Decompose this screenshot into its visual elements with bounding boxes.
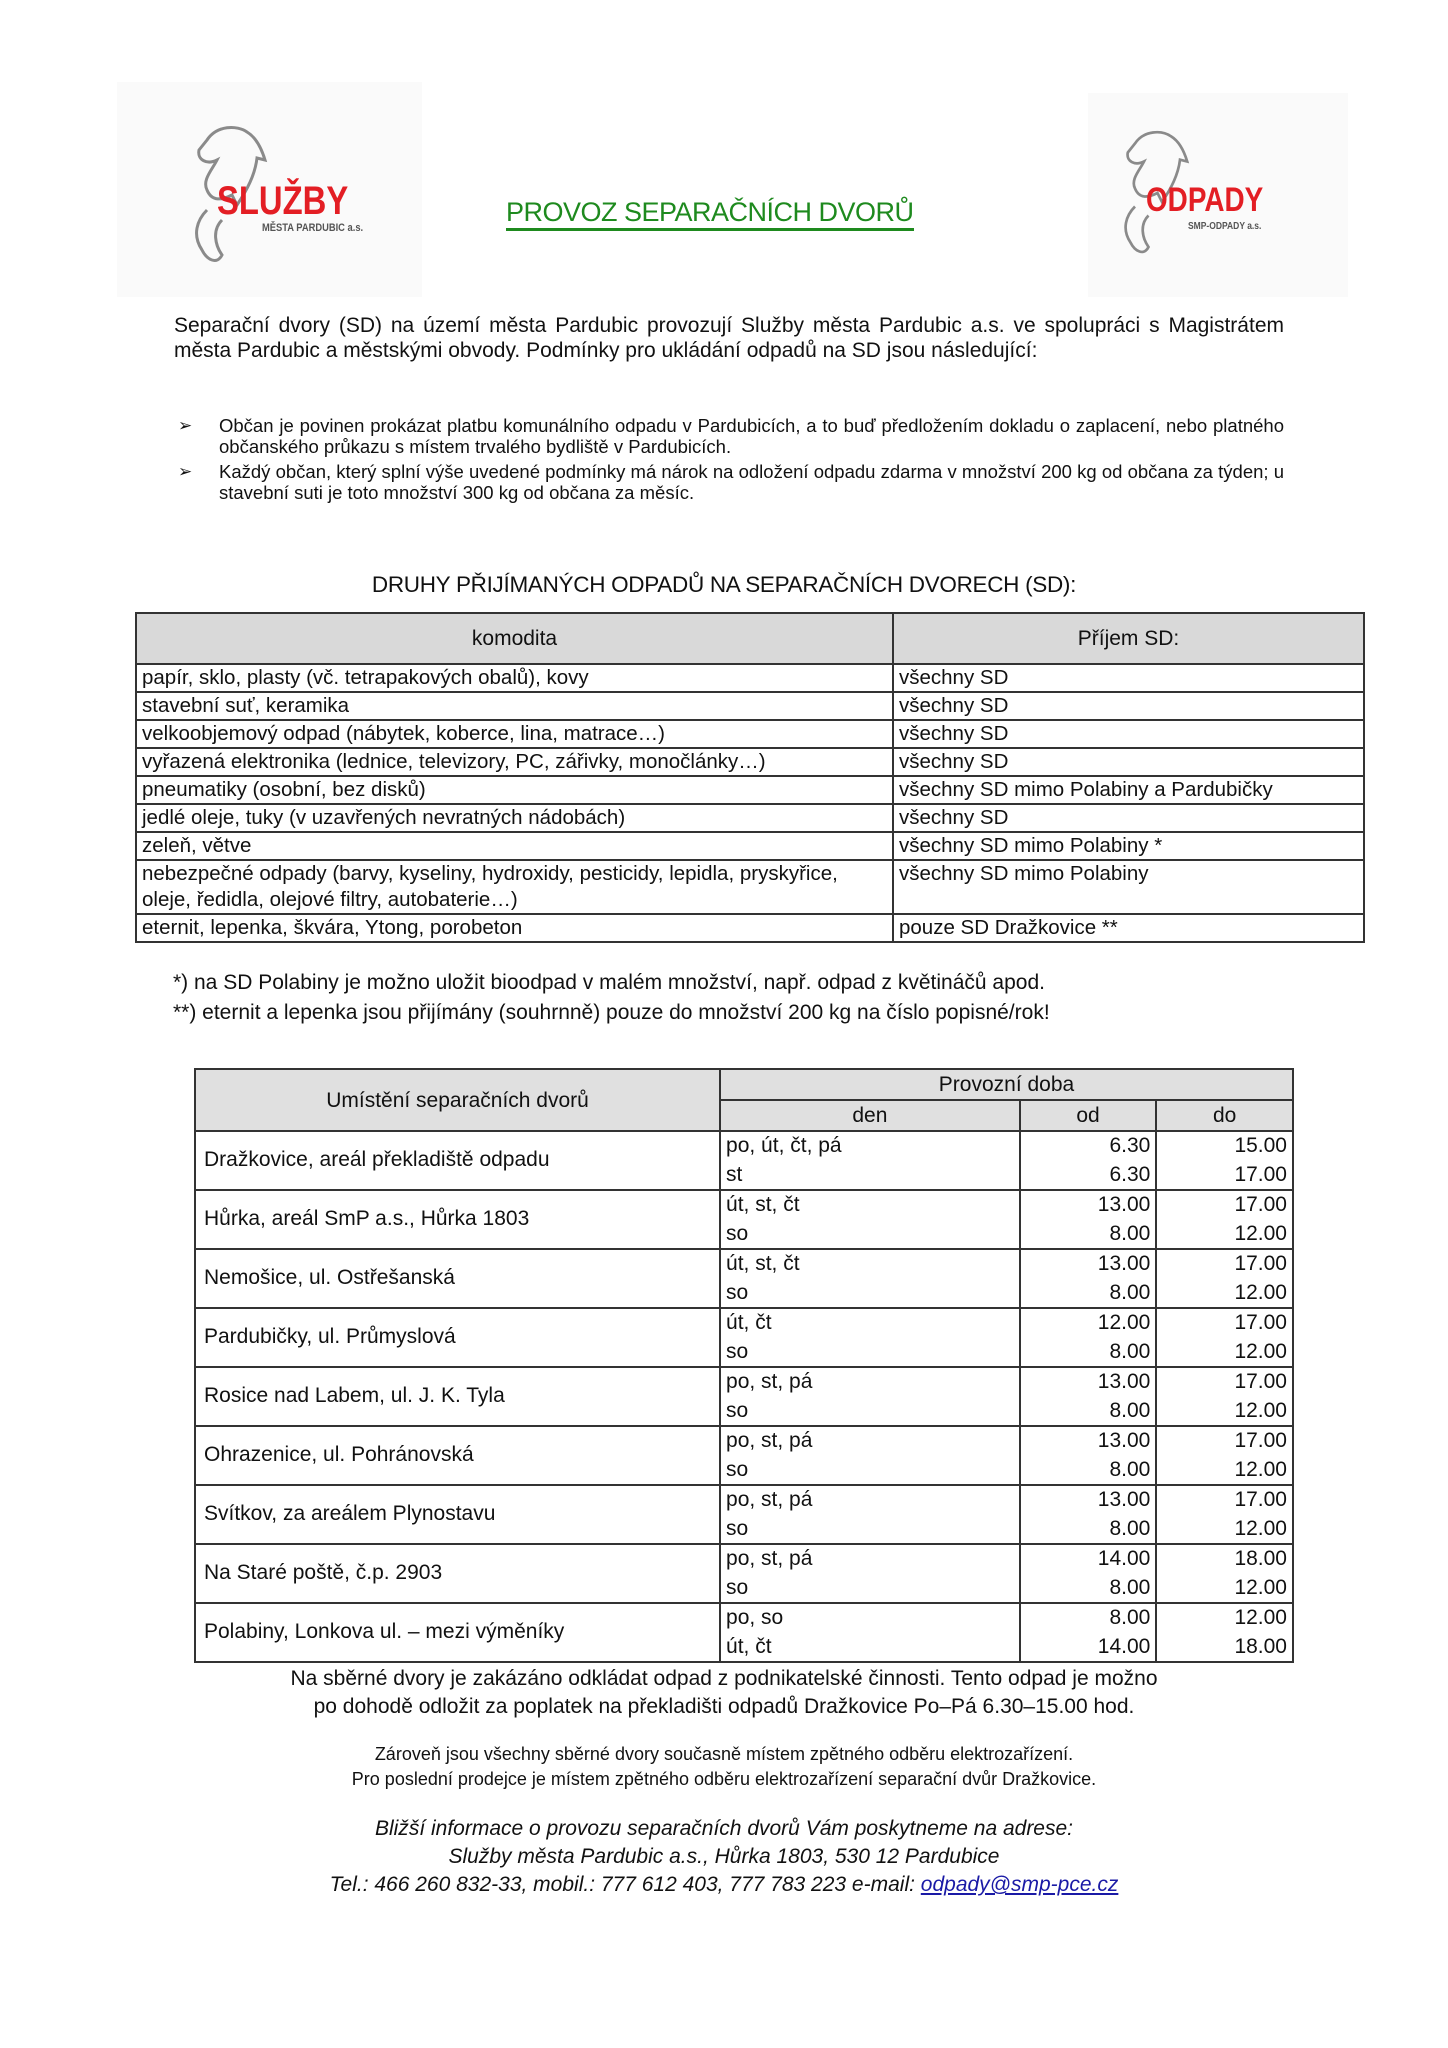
page-title: PROVOZ SEPARAČNÍCH DVORŮ	[506, 197, 914, 231]
table-row: so 8.00 12.00	[195, 1456, 1293, 1486]
contact-info	[0, 1815, 1448, 1899]
table-row: eternit, lepenka, škvára, Ytong, porobeton pouze SD Dražkovice **	[136, 914, 1364, 942]
table-row: vyřazená elektronika (lednice, televizory, PC, zářivky, monočlánky…) všechny SD	[136, 748, 1364, 776]
table-row: Svítkov, za areálem Plynostavu po, st, pá 13.00 17.00	[195, 1485, 1293, 1515]
table-row: nebezpečné odpady (barvy, kyseliny, hydroxidy, pesticidy, lepidla, pryskyřice, oleje, ředidla, olejové filtry, autobaterie…) všechny SD mimo Polabiny	[136, 860, 1364, 914]
table-row: st 6.30 17.00	[195, 1161, 1293, 1191]
column-header-from: od	[1020, 1100, 1157, 1131]
column-header-to: do	[1156, 1100, 1293, 1131]
table-row: papír, sklo, plasty (vč. tetrapakových obalů), kovy všechny SD	[136, 664, 1364, 692]
table-row: jedlé oleje, tuky (v uzavřených nevratných nádobách) všechny SD	[136, 804, 1364, 832]
contact-phone-line: Tel.: 466 260 832-33, mobil.: 777 612 403, 777 783 223 e-mail: odpady@smp-pce.cz	[329, 1873, 1119, 1896]
odpady-logo-word: ODPADY	[1146, 181, 1264, 219]
table-row: Na Staré poště, č.p. 2903 po, st, pá 14.00 18.00	[195, 1544, 1293, 1574]
odpady-logo-sub: SMP-ODPADY a.s.	[1188, 221, 1262, 232]
table-row: Dražkovice, areál překladiště odpadu po, út, čt, pá 6.30 15.00	[195, 1131, 1293, 1161]
table-row: út, čt 14.00 18.00	[195, 1633, 1293, 1663]
contact-intro: Bližší informace o provozu separačních dvorů Vám poskytneme na adrese:	[374, 1817, 1073, 1840]
table-row: Pardubičky, ul. Průmyslová út, čt 12.00 17.00	[195, 1308, 1293, 1338]
table-row: so 8.00 12.00	[195, 1279, 1293, 1309]
conditions-list	[174, 415, 1284, 507]
table-row: Ohrazenice, ul. Pohránovská po, st, pá 13.00 17.00	[195, 1426, 1293, 1456]
business-waste-notice: Na sběrné dvory je zakázáno odkládat odpad z podnikatelské činnosti. Tento odpad je možno po dohodě odložit za poplatek na překladišti odpadů Dražkovice Po–Pá 6.30–15.00 hod.	[290, 1667, 1158, 1718]
column-header-day: den	[720, 1100, 1020, 1131]
column-header-group: Provozní doba	[720, 1069, 1293, 1100]
table-row: Nemošice, ul. Ostřešanská út, st, čt 13.00 17.00	[195, 1249, 1293, 1279]
table-row: Hůrka, areál SmP a.s., Hůrka 1803 út, st, čt 13.00 17.00	[195, 1190, 1293, 1220]
table-row: so 8.00 12.00	[195, 1574, 1293, 1604]
footnote: *) na SD Polabiny je možno uložit bioodpad v malém množství, např. odpad z květináčů apod.	[173, 971, 1045, 994]
intro-paragraph: Separační dvory (SD) na území města Pardubic provozují Služby města Pardubic a.s. ve spolupráci s Magistrátem města Pardubic a městskými obvody. Podmínky pro ukládání odpadů na SD jsou následující:	[174, 314, 1284, 362]
table-row: so 8.00 12.00	[195, 1515, 1293, 1545]
arrow-bullet-icon: ➢	[178, 416, 193, 435]
table-row: Rosice nad Labem, ul. J. K. Tyla po, st, pá 13.00 17.00	[195, 1367, 1293, 1397]
column-header-komodita: komodita	[136, 613, 893, 664]
contact-address: Služby města Pardubic a.s., Hůrka 1803, 530 12 Pardubice	[448, 1845, 1000, 1868]
table-row: velkoobjemový odpad (nábytek, koberce, lina, matrace…) všechny SD	[136, 720, 1364, 748]
sluzby-logo-sub: MĚSTA PARDUBIC a.s.	[262, 222, 364, 234]
electro-notice: Zároveň jsou všechny sběrné dvory současně místem zpětného odběru elektrozařízení. Pro poslední prodejce je místem zpětného odběru elektrozařízení separační dvůr Dražkovice.	[351, 1744, 1097, 1789]
table-row: Polabiny, Lonkova ul. – mezi výměníky po, so 8.00 12.00	[195, 1603, 1293, 1633]
column-header-location: Umístění separačních dvorů	[195, 1069, 720, 1131]
sluzby-logo	[117, 82, 422, 297]
table-row: zeleň, větve všechny SD mimo Polabiny *	[136, 832, 1364, 860]
table-row: stavební suť, keramika všechny SD	[136, 692, 1364, 720]
odpady-logo	[1088, 93, 1348, 297]
email-link[interactable]: odpady@smp-pce.cz	[920, 1873, 1119, 1896]
condition-item: ➢ Občan je povinen prokázat platbu komunálního odpadu v Pardubicích, a to buď předložením dokladu o zaplacení, nebo platného občanského průkazu s místem trvalého bydliště v Pardubicích.	[178, 415, 1284, 457]
opening-hours-table	[194, 1068, 1294, 1663]
column-header-prijem: Příjem SD:	[893, 613, 1364, 664]
arrow-bullet-icon: ➢	[178, 462, 193, 481]
waste-types-table	[135, 612, 1365, 943]
table-row: so 8.00 12.00	[195, 1220, 1293, 1250]
footnotes	[173, 968, 1050, 1028]
waste-types-title: DRUHY PŘIJÍMANÝCH ODPADŮ NA SEPARAČNÍCH DVORECH (SD):	[371, 572, 1077, 597]
condition-item: ➢ Každý občan, který splní výše uvedené podmínky má nárok na odložení odpadu zdarma v množství 200 kg od občana za týden; u stavební suti je toto množství 300 kg od občana za měsíc.	[178, 461, 1284, 503]
table-row: so 8.00 12.00	[195, 1338, 1293, 1368]
table-row: so 8.00 12.00	[195, 1397, 1293, 1427]
footnote: **) eternit a lepenka jsou přijímány (souhrnně) pouze do množství 200 kg na číslo popisné/rok!	[173, 1001, 1050, 1024]
table-row: pneumatiky (osobní, bez disků) všechny SD mimo Polabiny a Pardubičky	[136, 776, 1364, 804]
sluzby-logo-word: SLUŽBY	[217, 179, 349, 223]
